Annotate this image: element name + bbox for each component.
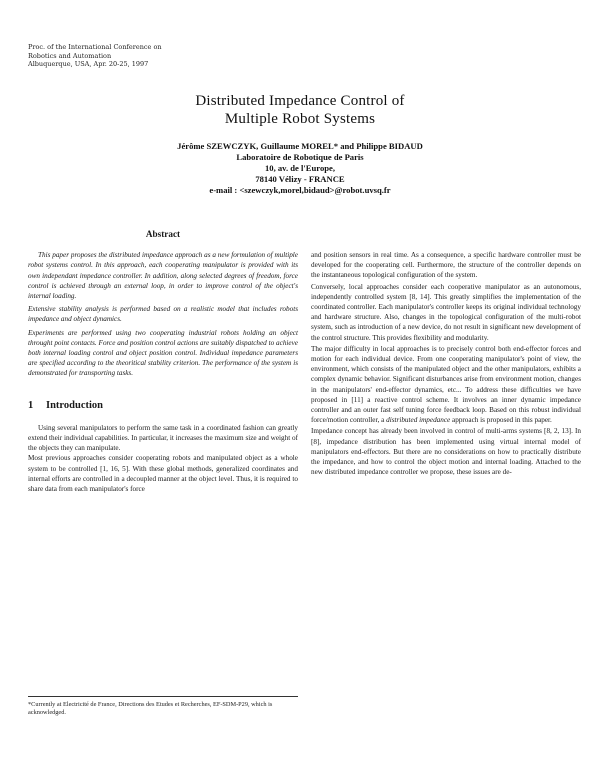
author-block xyxy=(100,141,500,196)
author-street: 10, av. de l'Europe, xyxy=(264,163,336,174)
author-names: Jérôme SZEWCZYK, Guillaume MOREL* and Philippe BIDAUD xyxy=(177,141,423,151)
author-lab: Laboratoire de Robotique de Paris xyxy=(236,152,364,163)
author-city: 78140 Vélizy - FRANCE xyxy=(255,174,345,185)
abstract-heading: Abstract xyxy=(145,229,181,239)
section-number: 1 xyxy=(28,399,34,411)
section-title: Introduction xyxy=(46,399,103,411)
right-paragraph-2: Conversely, local approaches consider each cooperative manipulator as an autonomous, independently controlled system [8, 14]. This greatly simplifies the implementation of the coordinated controller. Each manipulator's controller keeps its original individual technology and hardware structure. Also, changes in the topological configuration of the multi-robot system, such as introduction of a new device, do not result in significant new development of the control structure. This provides flexibility and modularity. xyxy=(311,282,581,342)
distributed-impedance-term: distributed impedance xyxy=(386,416,451,425)
right-column xyxy=(311,250,581,478)
conference-line-3: Albuquerque, USA, Apr. 20-25, 1997 xyxy=(28,60,149,69)
conference-info xyxy=(28,43,162,69)
right-paragraph-1: and position sensors in real time. As a consequence, a specific hardware controller must be developed for the cooperating cell. Furthermore, the structure of the controller depends on the instantaneous topological configuration of the system. xyxy=(311,251,581,280)
abstract-paragraph-3: Experiments are performed using two cooperating industrial robots holding an object throught point contacts. Force and position control actions are suitably dispatched to achieve both internal loading control and object position control. Individual impedance parameters are specified according to the theoritical stability criterion. The performance of the system is demonstrated for transporting tasks. xyxy=(28,328,298,378)
right-paragraph-4: Impedance concept has already been involved in control of multi-arms systems [8, 2, 13]. In [8], impedance distribution has been implemented using virtual internal model of manipulators end-effectors. But there are no considerations on how to practically distribute the impedance, and how to control the object motion and internal loading. Attached to the new distributed impedance controller we propose, these issues are de- xyxy=(311,427,581,477)
conference-line-2: Robotics and Automation xyxy=(28,51,112,60)
intro-paragraph-2: Most previous approaches consider cooperating robots and manipulated object as a whole system to be controlled [1, 16, 5]. With these global methods, generalized coordinates and internal efforts are controlled in a decoupled manner at the object level. Thus, it is required to share data from each manipulator's force xyxy=(28,454,298,494)
right-paragraph-3 xyxy=(311,344,581,426)
conference-line-1: Proc. of the International Conference on xyxy=(28,43,162,51)
footnote: *Currently at Electricité de France, Directions des Etudes et Recherches, EF-SDM-P29, which is acknowledged. xyxy=(28,696,298,717)
abstract-paragraph-2: Extensive stability analysis is performed based on a realistic model that includes robots impedance and object dynamics. xyxy=(28,305,298,324)
right-paragraph-3-end: approach is proposed in this paper. xyxy=(452,416,552,425)
right-paragraph-3-main: The major difficulty in local approaches is to precisely control both end-effector forces and motion for each individual device. From one cooperating manipulator's point of view, the environment, which consists of the manipulated object and the other manipulators, exhibits a complex dynamic behavior. Significant disturbances arise from environment motion, changes in the manipulators' end-effector dynamics, etc... To address these difficulties we have proposed in [11] a reactive control scheme. It involves an inner dynamic impedance controller and an outer fast self tuning force feedback loop. Based on this robust individual force/motion controller, a xyxy=(311,344,581,425)
title-line-2: Multiple Robot Systems xyxy=(224,111,376,127)
abstract-paragraph-1: This paper proposes the distributed impedance approach as a new formulation of multiple robot systems control. In this approach, each cooperating manipulator is provided with its own independant impedance controller. In addition, along selected degrees of freedom, force control is achieved through an external loop, in order to improve control of the object's internal loading. xyxy=(28,251,298,301)
title-line-1: Distributed Impedance Control of xyxy=(195,93,405,109)
intro-paragraph-1: Using several manipulators to perform the same task in a coordinated fashion can greatly extend their individual capabilities. In particular, it increases the maximum size and weight of the objects they can manipulate. xyxy=(28,423,298,453)
paper-title xyxy=(0,92,600,128)
section-heading-introduction xyxy=(28,401,298,411)
author-email: e-mail : <szewczyk,morel,bidaud>@robot.uvsq.fr xyxy=(209,185,391,196)
left-column xyxy=(28,229,298,494)
